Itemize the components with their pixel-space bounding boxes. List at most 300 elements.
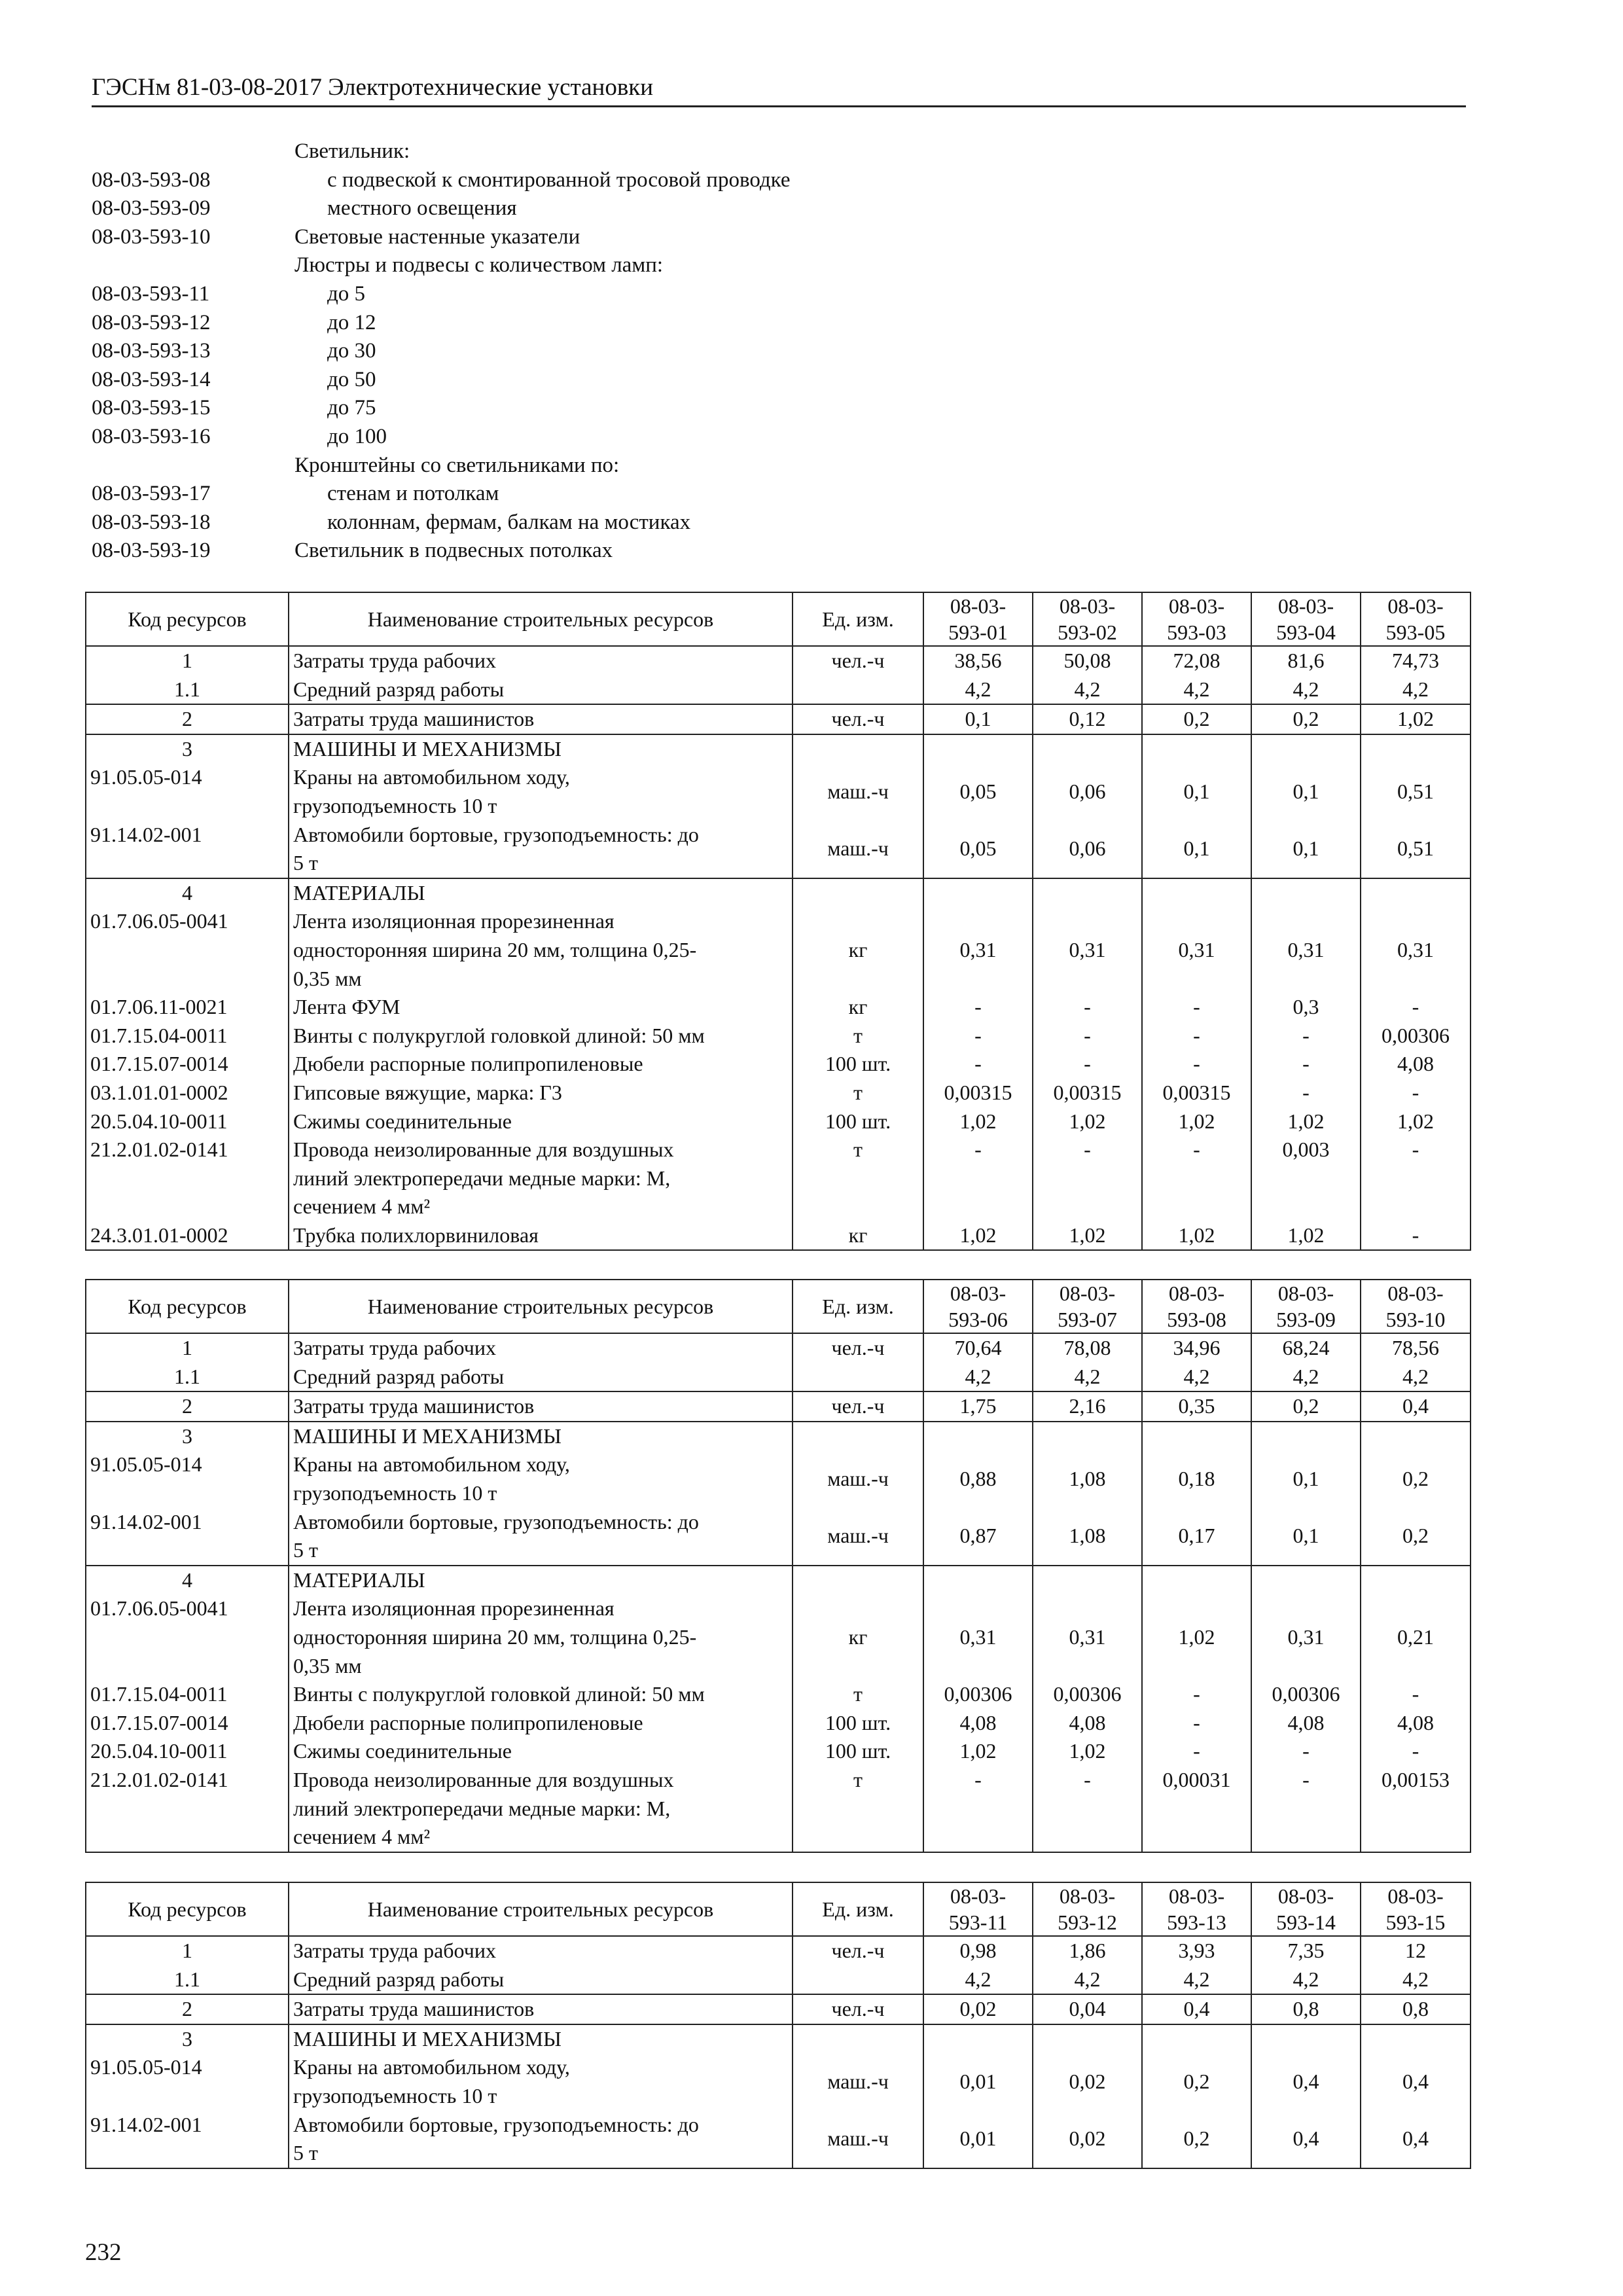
header-norm-column (923, 1882, 1033, 1936)
norm-value: - (923, 1022, 1033, 1050)
item-name: до 12 (327, 310, 376, 334)
norm-value: - (1142, 1737, 1251, 1766)
resource-name-line: грузоподъемность 10 т (293, 793, 497, 817)
resource-name (289, 1680, 793, 1709)
item-name: Светильник: (294, 139, 410, 163)
header-norm-line: 08-03- (1387, 1282, 1444, 1305)
norm-value: 0,2 (1361, 1508, 1471, 1566)
header-norm-line: 593-14 (1276, 1910, 1336, 1934)
resource-code: 01.7.15.04-0011 (86, 1022, 289, 1050)
norm-value: 0,31 (1142, 907, 1251, 993)
table-row (86, 1422, 1471, 1451)
resource-name-line: Краны на автомобильном ходу, (293, 2055, 570, 2079)
header-norm-column (1033, 1882, 1142, 1936)
norm-value: - (923, 1766, 1033, 1852)
resource-code: 03.1.01.01-0002 (86, 1079, 289, 1107)
item-name: Люстры и подвесы с количеством ламп: (294, 253, 664, 278)
norm-value: 0,88 (923, 1450, 1033, 1507)
norm-value: - (1142, 1680, 1251, 1709)
resource-unit: маш.-ч (793, 1450, 923, 1507)
norm-value: 1,02 (1033, 1107, 1142, 1136)
norm-value: 0,1 (923, 704, 1033, 734)
table-row (86, 1994, 1471, 2024)
resource-unit (793, 878, 923, 908)
header-code: Код ресурсов (86, 592, 289, 646)
header-norm-line: 593-04 (1276, 620, 1336, 644)
resource-name-line: Дюбели распорные полипропиленовые (293, 1052, 643, 1076)
norm-value: 0,8 (1361, 1994, 1471, 2024)
item-code: 08-03-593-11 (92, 281, 210, 306)
norm-value: 1,02 (1142, 1107, 1251, 1136)
norm-value: 4,2 (1251, 1363, 1361, 1392)
norm-value (1142, 734, 1251, 764)
item-code: 08-03-593-16 (92, 424, 211, 448)
resource-code: 1.1 (86, 675, 289, 705)
item-code: 08-03-593-13 (92, 339, 211, 363)
header-norm-line: 08-03- (1059, 1884, 1116, 1908)
norm-value: 0,3 (1251, 993, 1361, 1022)
norm-value: - (1033, 1136, 1142, 1221)
norm-value: 1,75 (923, 1391, 1033, 1422)
item-name: местного освещения (327, 196, 517, 221)
header-norm-line: 593-13 (1167, 1910, 1226, 1934)
norm-value: 4,08 (1361, 1709, 1471, 1738)
resource-name (289, 734, 793, 764)
norm-value: 4,2 (1361, 1363, 1471, 1392)
norm-value (1033, 1422, 1142, 1451)
norm-value: 0,4 (1251, 2111, 1361, 2168)
resource-unit: кг (793, 993, 923, 1022)
resource-name (289, 704, 793, 734)
item-name: Светильник в подвесных потолках (294, 539, 613, 563)
norm-value: 1,02 (1033, 1737, 1142, 1766)
norm-value: 0,2 (1251, 1391, 1361, 1422)
table-row (86, 1221, 1471, 1251)
table-row (86, 1333, 1471, 1363)
norm-value: 0,1 (1251, 821, 1361, 878)
norm-value: 0,02 (1033, 2111, 1142, 2168)
norm-value: - (1033, 1022, 1142, 1050)
norm-value: 2,16 (1033, 1391, 1142, 1422)
table-row (86, 1936, 1471, 1965)
item-code: 08-03-593-08 (92, 168, 211, 192)
resource-name (289, 1936, 793, 1965)
norm-value: 4,2 (923, 675, 1033, 705)
norm-value: 78,08 (1033, 1333, 1142, 1363)
item-name: колоннам, фермам, балкам на мостиках (327, 510, 691, 534)
table-row (86, 1363, 1471, 1392)
resource-name (289, 1363, 793, 1392)
resource-name (289, 1079, 793, 1107)
header-norm-line: 593-06 (948, 1308, 1008, 1331)
table-header-row (86, 1280, 1471, 1333)
norm-value: - (1251, 1079, 1361, 1107)
resource-code: 91.05.05-014 (86, 2053, 289, 2110)
resource-name-line: Гипсовые вяжущие, марка: Г3 (293, 1080, 562, 1104)
norm-value: - (1033, 1766, 1142, 1852)
header-norm-column (1251, 592, 1361, 646)
table-row (86, 2024, 1471, 2054)
norm-value (1033, 878, 1142, 908)
norm-value: - (1361, 993, 1471, 1022)
norm-value: 0,2 (1251, 704, 1361, 734)
resource-unit: чел.-ч (793, 1333, 923, 1363)
item-name: с подвеской к смонтированной тросовой проводке (327, 168, 791, 192)
norm-value: 0,31 (923, 1594, 1033, 1680)
norm-value: 0,4 (1361, 2111, 1471, 2168)
resource-unit: маш.-ч (793, 763, 923, 820)
header-unit: Ед. изм. (793, 1280, 923, 1333)
resource-unit: т (793, 1079, 923, 1107)
header-code: Код ресурсов (86, 1280, 289, 1333)
header-norm-column (1142, 592, 1251, 646)
norm-value: 81,6 (1251, 646, 1361, 675)
norm-value: 0,35 (1142, 1391, 1251, 1422)
header-norm-column (1142, 1280, 1251, 1333)
norm-value (1361, 878, 1471, 908)
norm-value: - (1142, 1050, 1251, 1079)
header-norm-line: 08-03- (950, 1884, 1007, 1908)
resource-name-line: сечением 4 мм² (293, 1194, 431, 1219)
table-row (86, 1680, 1471, 1709)
resource-name (289, 1994, 793, 2024)
norm-value: - (1251, 1766, 1361, 1852)
resource-name (289, 763, 793, 820)
resource-name-line: Затраты труда рабочих (293, 1336, 496, 1359)
code-list-row (92, 537, 1466, 565)
resource-code: 01.7.06.05-0041 (86, 1594, 289, 1680)
norm-value: 0,31 (1033, 907, 1142, 993)
header-norm-column (1033, 592, 1142, 646)
resource-name-line: Лента ФУМ (293, 995, 401, 1019)
resource-unit: 100 шт. (793, 1709, 923, 1738)
norm-value: 0,31 (1033, 1594, 1142, 1680)
header-norm-column (1361, 1280, 1471, 1333)
code-list-row (92, 452, 1466, 480)
resource-code: 1 (86, 1333, 289, 1363)
resource-code: 1.1 (86, 1363, 289, 1392)
code-list-row (92, 280, 1466, 309)
resource-name-line: грузоподъемность 10 т (293, 2083, 497, 2108)
header-norm-line: 08-03- (1059, 1282, 1116, 1305)
resource-name-line: Лента изоляционная прорезиненная (293, 909, 615, 933)
resource-name-line: 5 т (293, 851, 318, 875)
header-norm-column (1251, 1882, 1361, 1936)
norm-value: 1,08 (1033, 1450, 1142, 1507)
norm-value: 0,1 (1251, 1450, 1361, 1507)
page-number: 232 (85, 2239, 122, 2266)
norm-value: 4,2 (1033, 675, 1142, 705)
norm-value: 0,00153 (1361, 1766, 1471, 1852)
resource-unit: кг (793, 907, 923, 993)
table-row (86, 1594, 1471, 1680)
header-norm-line: 593-07 (1058, 1308, 1117, 1331)
resource-code: 24.3.01.01-0002 (86, 1221, 289, 1251)
resource-name (289, 2024, 793, 2054)
item-code: 08-03-593-19 (92, 539, 211, 563)
norm-value: - (1142, 1136, 1251, 1221)
norm-value (1142, 1422, 1251, 1451)
resource-name (289, 2053, 793, 2110)
item-name: Световые настенные указатели (294, 224, 580, 249)
header-unit: Ед. изм. (793, 592, 923, 646)
item-code: 08-03-593-12 (92, 310, 211, 334)
norm-value: 38,56 (923, 646, 1033, 675)
norm-value: 0,1 (1142, 763, 1251, 820)
norm-value: 0,00306 (1361, 1022, 1471, 1050)
item-name: до 30 (327, 339, 376, 363)
norm-value: - (923, 1050, 1033, 1079)
resource-name-line: Средний разряд работы (293, 1364, 505, 1388)
resource-name-line: Краны на автомобильном ходу, (293, 1452, 570, 1477)
norm-value: 78,56 (1361, 1333, 1471, 1363)
norm-value: 74,73 (1361, 646, 1471, 675)
resource-name (289, 993, 793, 1022)
header-norm-column (1361, 1882, 1471, 1936)
resource-name-line: 0,35 мм (293, 1653, 362, 1677)
resource-code: 1.1 (86, 1965, 289, 1995)
resource-name-line: линий электропередачи медные марки: М, (293, 1166, 671, 1190)
norm-value: 0,21 (1361, 1594, 1471, 1680)
resource-name (289, 821, 793, 878)
resource-name (289, 1508, 793, 1566)
norm-value: 4,2 (1142, 675, 1251, 705)
norm-value (1142, 1566, 1251, 1595)
norm-value: 0,1 (1251, 1508, 1361, 1566)
norm-value (1361, 2024, 1471, 2054)
resource-code: 20.5.04.10-0011 (86, 1737, 289, 1766)
header-name: Наименование строительных ресурсов (289, 1280, 793, 1333)
item-code: 08-03-593-14 (92, 367, 211, 391)
norm-value: 0,01 (923, 2111, 1033, 2168)
resource-name (289, 1566, 793, 1595)
item-code: 08-03-593-18 (92, 510, 211, 534)
header-norm-line: 08-03- (1277, 1884, 1334, 1908)
header-norm-column (923, 1280, 1033, 1333)
norm-value (923, 878, 1033, 908)
norm-value (1033, 2024, 1142, 2054)
norm-value: 0,18 (1142, 1450, 1251, 1507)
resource-unit: 100 шт. (793, 1050, 923, 1079)
code-list-row (92, 509, 1466, 537)
resource-name (289, 646, 793, 675)
table-row (86, 1766, 1471, 1852)
code-list-row (92, 251, 1466, 280)
norm-value: 1,02 (1142, 1594, 1251, 1680)
norm-value: 1,02 (923, 1737, 1033, 1766)
item-name: Кронштейны со светильниками по: (294, 453, 620, 477)
header-norm-line: 593-15 (1385, 1910, 1446, 1934)
item-name: до 50 (327, 367, 376, 391)
norm-value: 0,98 (923, 1936, 1033, 1965)
item-name: до 100 (327, 424, 387, 448)
resource-name-line: Затраты труда машинистов (293, 1997, 535, 2021)
norm-value (1251, 734, 1361, 764)
header-norm-column (1142, 1882, 1251, 1936)
norm-value: - (1142, 1709, 1251, 1738)
code-list-row (92, 194, 1466, 223)
norm-value: 1,02 (923, 1107, 1033, 1136)
norm-value: 1,02 (1361, 1107, 1471, 1136)
resource-code: 2 (86, 704, 289, 734)
header-norm-line: 08-03- (1059, 594, 1116, 618)
table-row (86, 2053, 1471, 2110)
norm-value (1142, 2024, 1251, 2054)
resource-name-line: сечением 4 мм² (293, 1825, 431, 1849)
norm-value: 0,8 (1251, 1994, 1361, 2024)
norm-value: 0,31 (1251, 907, 1361, 993)
norm-value: 4,2 (1033, 1965, 1142, 1995)
resource-name-line: Дюбели распорные полипропиленовые (293, 1710, 643, 1734)
header-norm-line: 08-03- (950, 594, 1007, 618)
resource-name-line: Затраты труда машинистов (293, 707, 535, 731)
norm-value: 0,51 (1361, 821, 1471, 878)
norm-value (1033, 1566, 1142, 1595)
resource-code: 3 (86, 2024, 289, 2054)
norm-value: 0,31 (1251, 1594, 1361, 1680)
resource-unit (793, 1965, 923, 1995)
norm-value: 0,00306 (923, 1680, 1033, 1709)
table-row (86, 1391, 1471, 1422)
resource-unit: чел.-ч (793, 704, 923, 734)
norm-value: 4,2 (1361, 1965, 1471, 1995)
norm-value: 4,2 (1251, 1965, 1361, 1995)
resource-unit: кг (793, 1221, 923, 1251)
resource-name (289, 2111, 793, 2168)
resource-name-line: Затраты труда рабочих (293, 1939, 496, 1962)
norm-value: 0,04 (1033, 1994, 1142, 2024)
table-row (86, 1965, 1471, 1995)
norm-value: 1,02 (1361, 704, 1471, 734)
resource-code: 01.7.15.07-0014 (86, 1709, 289, 1738)
resource-table-1 (85, 592, 1471, 1251)
norm-value: 0,2 (1142, 704, 1251, 734)
table-row (86, 1508, 1471, 1566)
header-norm-line: 593-02 (1058, 620, 1117, 644)
resource-name (289, 1333, 793, 1363)
norm-value: - (1361, 1221, 1471, 1251)
resource-name (289, 1965, 793, 1995)
resource-code: 91.14.02-001 (86, 821, 289, 878)
resource-name-line: Автомобили бортовые, грузоподъемность: до (293, 822, 699, 846)
norm-value: 0,01 (923, 2053, 1033, 2110)
table-row (86, 1107, 1471, 1136)
norm-value: 0,05 (923, 763, 1033, 820)
code-list-row (92, 223, 1466, 252)
norm-value: - (1142, 993, 1251, 1022)
table-header-row (86, 592, 1471, 646)
code-list-row (92, 166, 1466, 195)
resource-name (289, 1422, 793, 1451)
resource-name-line: односторонняя ширина 20 мм, толщина 0,25- (293, 937, 697, 961)
norm-value (923, 1422, 1033, 1451)
resource-name-line: 5 т (293, 2141, 318, 2165)
code-list-row (92, 394, 1466, 423)
resource-name-line: грузоподъемность 10 т (293, 1480, 497, 1505)
norm-value: 1,86 (1033, 1936, 1142, 1965)
resource-name (289, 878, 793, 908)
resource-name-line: Сжимы соединительные (293, 1109, 512, 1133)
resource-name (289, 1221, 793, 1251)
header-norm-line: 08-03- (950, 1282, 1007, 1305)
table-row (86, 993, 1471, 1022)
resource-unit: 100 шт. (793, 1737, 923, 1766)
norm-value: 0,00315 (1033, 1079, 1142, 1107)
norm-value: 70,64 (923, 1333, 1033, 1363)
norm-value: 0,31 (1361, 907, 1471, 993)
norm-value (923, 734, 1033, 764)
norm-value: 0,31 (923, 907, 1033, 993)
header-norm-line: 08-03- (1168, 1884, 1225, 1908)
resource-unit (793, 2024, 923, 2054)
resource-name (289, 1391, 793, 1422)
norm-value: 0,00315 (1142, 1079, 1251, 1107)
norm-value (1251, 1422, 1361, 1451)
norm-value: - (923, 1136, 1033, 1221)
norm-value: 4,2 (923, 1363, 1033, 1392)
norm-value: 0,51 (1361, 763, 1471, 820)
resource-name (289, 1594, 793, 1680)
norm-value: 72,08 (1142, 646, 1251, 675)
resource-code: 3 (86, 734, 289, 764)
norm-value (1251, 2024, 1361, 2054)
resource-code: 01.7.15.04-0011 (86, 1680, 289, 1709)
norm-value: 4,2 (923, 1965, 1033, 1995)
norm-value: 1,02 (1251, 1221, 1361, 1251)
code-list-row (92, 309, 1466, 338)
resource-name (289, 675, 793, 705)
norm-value: 1,08 (1033, 1508, 1142, 1566)
resource-unit (793, 1566, 923, 1595)
resource-code: 01.7.15.07-0014 (86, 1050, 289, 1079)
resource-unit: т (793, 1136, 923, 1221)
norm-value: - (1142, 1022, 1251, 1050)
resource-code: 21.2.01.02-0141 (86, 1136, 289, 1221)
norm-value: 4,2 (1361, 675, 1471, 705)
resource-unit: чел.-ч (793, 1936, 923, 1965)
header-norm-line: 593-03 (1167, 620, 1226, 644)
norm-value: 0,1 (1251, 763, 1361, 820)
resource-name-line: Трубка полихлорвиниловая (293, 1223, 539, 1247)
code-list-row (92, 137, 1466, 166)
table-row (86, 2111, 1471, 2168)
table-header-row (86, 1882, 1471, 1936)
norm-value: - (923, 993, 1033, 1022)
resource-unit (793, 1422, 923, 1451)
norm-value (923, 1566, 1033, 1595)
resource-name (289, 1022, 793, 1050)
resource-name (289, 907, 793, 993)
header-norm-line: 593-12 (1058, 1910, 1117, 1934)
norm-value: 4,08 (1251, 1709, 1361, 1738)
norm-value: 0,17 (1142, 1508, 1251, 1566)
norm-value (923, 2024, 1033, 2054)
resource-name-line: Винты с полукруглой головкой длиной: 50 мм (293, 1023, 705, 1047)
resource-unit: маш.-ч (793, 2111, 923, 2168)
resource-unit: чел.-ч (793, 1391, 923, 1422)
header-norm-line: 08-03- (1387, 594, 1444, 618)
norm-value: 1,02 (923, 1221, 1033, 1251)
resource-table-3 (85, 1882, 1471, 2169)
norm-value: - (1251, 1050, 1361, 1079)
norm-value: 0,4 (1361, 1391, 1471, 1422)
header-norm-line: 593-01 (948, 620, 1008, 644)
table-row (86, 734, 1471, 764)
resource-name-line: Автомобили бортовые, грузоподъемность: до (293, 2112, 699, 2136)
table-row (86, 675, 1471, 705)
resource-name (289, 1107, 793, 1136)
table-row (86, 763, 1471, 820)
